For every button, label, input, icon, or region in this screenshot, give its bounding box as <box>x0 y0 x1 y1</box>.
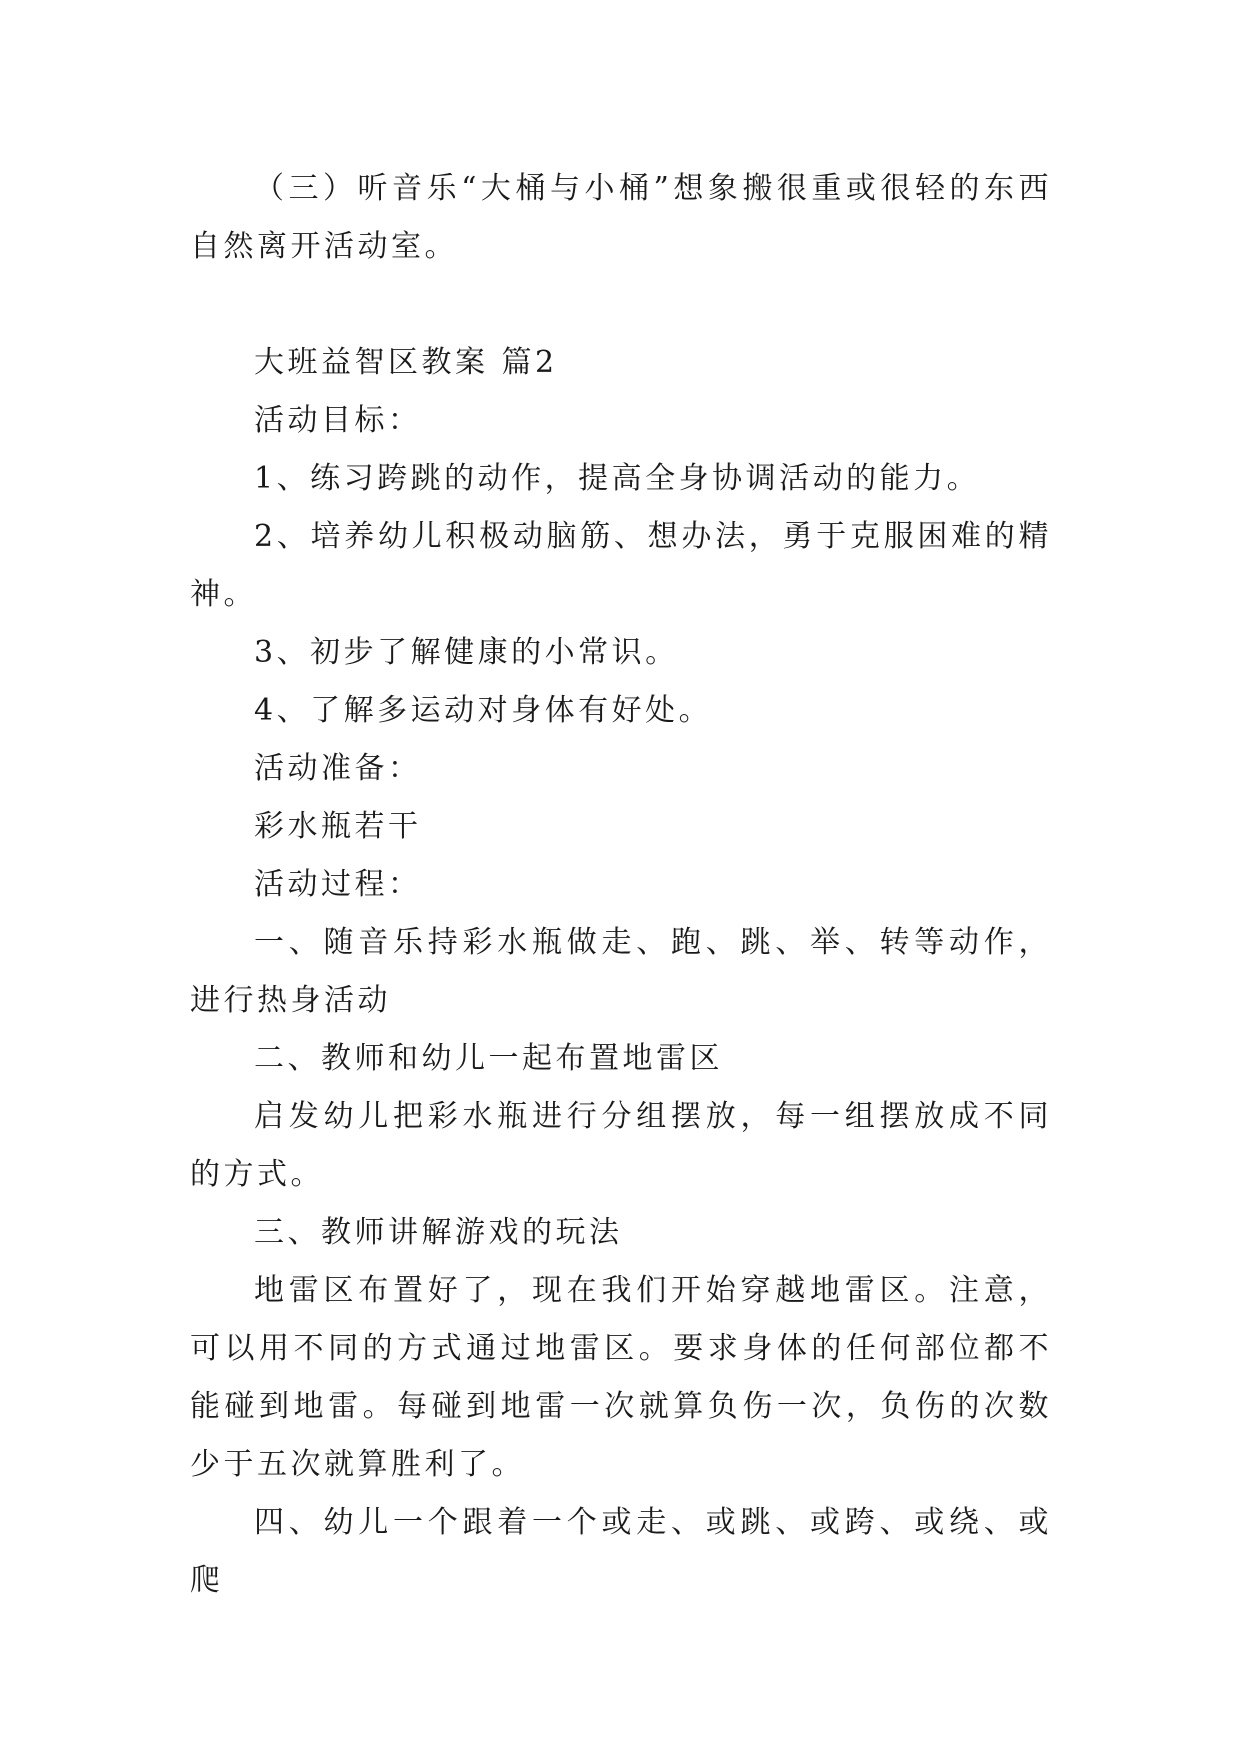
intro-paragraph: （三）听音乐“大桶与小桶”想象搬很重或很轻的东西自然离开活动室。 <box>190 171 1052 264</box>
process-step-4: 四、幼儿一个跟着一个或走、或跳、或跨、或绕、或爬 <box>190 1505 1052 1598</box>
process-step-3: 三、教师讲解游戏的玩法 <box>254 1215 623 1250</box>
document-body <box>190 160 1052 1610</box>
goals-heading: 活动目标： <box>254 403 422 438</box>
goal-item-2: 2、培养幼儿积极动脑筋、想办法，勇于克服困难的精神。 <box>190 519 1052 612</box>
section-gap <box>190 276 1052 334</box>
process-heading: 活动过程： <box>254 867 422 902</box>
process-step-2-detail: 启发幼儿把彩水瓶进行分组摆放，每一组摆放成不同的方式。 <box>190 1099 1052 1192</box>
process-step-3-detail: 地雷区布置好了，现在我们开始穿越地雷区。注意，可以用不同的方式通过地雷区。要求身体的任何部位都不能碰到地雷。每碰到地雷一次就算负伤一次，负伤的次数少于五次就算胜利了。 <box>190 1273 1052 1482</box>
goal-item-3: 3、初步了解健康的小常识。 <box>254 635 679 670</box>
section-title: 大班益智区教案 篇2 <box>254 345 558 380</box>
goal-item-4: 4、了解多运动对身体有好处。 <box>254 693 713 728</box>
prep-heading: 活动准备： <box>254 751 422 786</box>
prep-item: 彩水瓶若干 <box>254 809 422 844</box>
process-step-2: 二、教师和幼儿一起布置地雷区 <box>254 1041 723 1076</box>
goal-item-1: 1、练习跨跳的动作，提高全身协调活动的能力。 <box>254 461 981 496</box>
process-step-1: 一、随音乐持彩水瓶做走、跑、跳、举、转等动作，进行热身活动 <box>190 925 1052 1018</box>
